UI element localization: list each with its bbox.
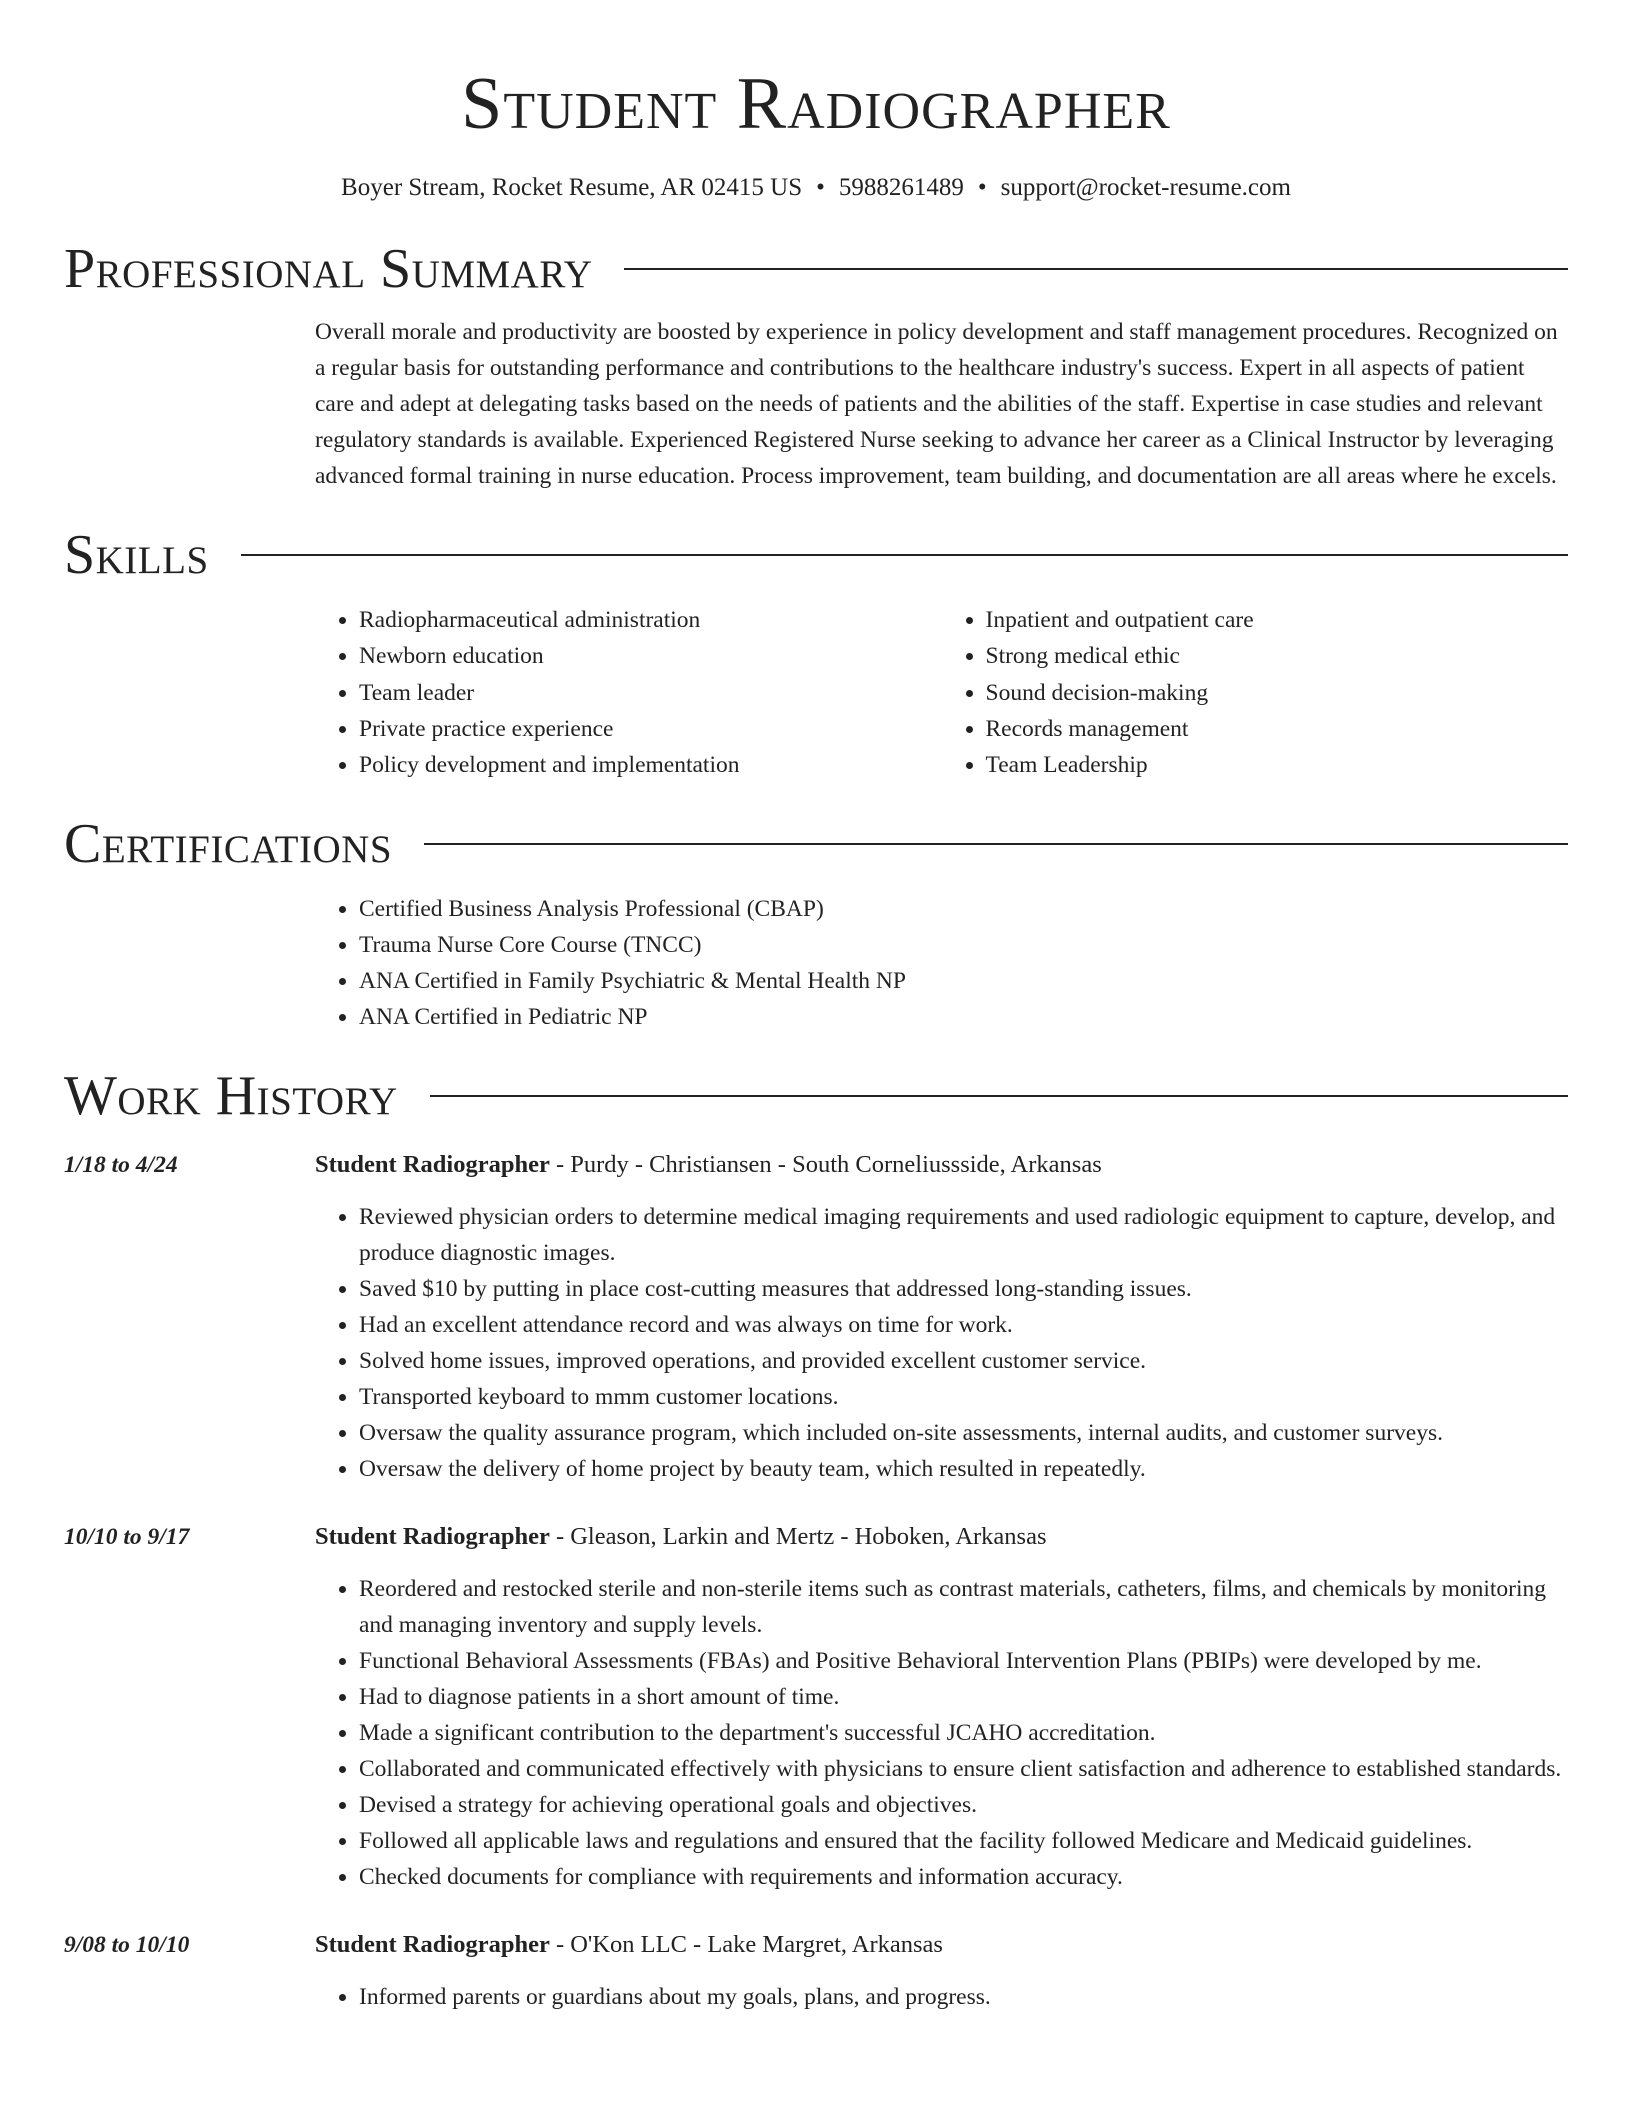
list-item: • Inpatient and outpatient care [986,602,1569,638]
certifications-list [315,891,1568,1035]
section-divider [624,268,1568,270]
certifications-section [64,813,1568,1035]
contact-separator: • [977,174,987,201]
job-entry [64,1147,1568,1487]
list-item: • Trauma Nurse Core Course (TNCC) [359,927,1568,963]
certifications-heading [64,813,1568,875]
summary-text: Overall morale and productivity are boosted by experience in policy development and staff management procedures. Recognized on a regular basis for outstanding performance and contributions to the healthcare industry's success. Expert in all aspects of patient care and adept at delegating tasks based on the needs of patients and the abilities of the staff. Expertise in case studies and relevant regulatory standards is available. Experienced Registered Nurse seeking to advance her career as a Clinical Instructor by leveraging advanced formal training in nurse education. Process improvement, team building, and documentation are all areas where he excels. [315,319,1558,489]
skills-heading [64,524,1568,586]
job-employer-location: - Purdy - Christiansen - South Corneliussside, Arkansas [549,1151,1102,1179]
list-item: • Oversaw the quality assurance program, which included on-site assessments, internal audits, and customer surveys. [359,1415,1568,1451]
skills-columns [315,602,1568,783]
certifications-block [315,891,1568,1035]
list-item: • Private practice experience [359,711,942,747]
job-role: Student Radiographer [315,1931,550,1959]
contact-separator: • [816,174,825,201]
list-item: • Informed parents or guardians about my goals, plans, and progress. [359,1979,1568,2015]
job-employer-location: - Gleason, Larkin and Mertz - Hoboken, Arkansas [549,1523,1047,1551]
list-item: • Policy development and implementation [359,747,942,783]
job-title [315,1927,1568,1963]
section-divider [430,1095,1568,1097]
summary-section [64,238,1568,494]
work-history-heading [64,1065,1568,1127]
list-item: • Checked documents for compliance with requirements and information accuracy. [359,1859,1568,1895]
job-entry [64,1519,1568,1895]
list-item: • ANA Certified in Pediatric NP [359,999,1568,1035]
list-item: • Reordered and restocked sterile and non-sterile items such as contrast materials, catheters, films, and chemicals by monitoring and managing inventory and supply levels. [359,1571,1568,1643]
list-item: • Team leader [359,675,942,711]
job-body [315,1519,1568,1895]
summary-heading [64,238,1568,300]
list-item: • Reviewed physician orders to determine medical imaging requirements and used radiologic equipment to capture, develop, and produce diagnostic images. [359,1199,1568,1271]
list-item: • ANA Certified in Family Psychiatric & Mental Health NP [359,963,1568,999]
list-item: • Made a significant contribution to the department's successful JCAHO accreditation. [359,1715,1568,1751]
list-item: • Had to diagnose patients in a short amount of time. [359,1679,1568,1715]
list-item: • Solved home issues, improved operations, and provided excellent customer service. [359,1343,1568,1379]
section-divider [424,843,1568,845]
work-history-section [64,1065,1568,2015]
job-title [315,1147,1568,1183]
skills-list-right [942,602,1569,783]
list-item: • Transported keyboard to mmm customer locations. [359,1379,1568,1415]
list-item: • Team Leadership [986,747,1569,783]
section-title: Skills [64,524,209,586]
list-item: • Radiopharmaceutical administration [359,602,942,638]
job-role: Student Radiographer [315,1523,550,1551]
contact-line [64,172,1568,204]
list-item: • Oversaw the delivery of home project by beauty team, which resulted in repeatedly. [359,1451,1568,1487]
list-item: • Sound decision-making [986,675,1569,711]
address: Boyer Stream, Rocket Resume, AR 02415 US [341,174,803,201]
email: support@rocket-resume.com [1000,174,1291,201]
job-bullets [315,1979,1568,2015]
job-role: Student Radiographer [315,1151,550,1179]
section-title: Work History [64,1065,398,1128]
section-title: Certifications [64,813,393,876]
list-item: • Strong medical ethic [986,638,1569,674]
job-dates: 9/08 to 10/10 [64,1932,190,1959]
skills-list-left [315,602,942,783]
job-employer-location: - O'Kon LLC - Lake Margret, Arkansas [549,1931,943,1959]
list-item: • Collaborated and communicated effectively with physicians to ensure client satisfaction and adherence to established standards. [359,1751,1568,1787]
candidate-name: Student Radiographer [461,63,1171,145]
skills-section [64,524,1568,783]
phone: 5988261489 [838,174,964,201]
job-bullets [315,1199,1568,1487]
job-dates: 10/10 to 9/17 [64,1524,190,1551]
job-body [315,1927,1568,2015]
section-divider [241,554,1568,556]
job-body [315,1147,1568,1487]
list-item: • Certified Business Analysis Professional (CBAP) [359,891,1568,927]
list-item: • Functional Behavioral Assessments (FBAs) and Positive Behavioral Intervention Plans (PBIPs) were developed by me. [359,1643,1568,1679]
list-item: • Devised a strategy for achieving operational goals and objectives. [359,1787,1568,1823]
section-title: Professional Summary [64,238,593,300]
list-item: • Records management [986,711,1569,747]
list-item: • Had an excellent attendance record and was always on time for work. [359,1307,1568,1343]
list-item: • Newborn education [359,638,942,674]
list-item: • Followed all applicable laws and regulations and ensured that the facility followed Medicare and Medicaid guidelines. [359,1823,1568,1859]
list-item: • Saved $10 by putting in place cost-cutting measures that addressed long-standing issues. [359,1271,1568,1307]
job-title [315,1519,1568,1555]
job-dates: 1/18 to 4/24 [64,1152,178,1179]
job-bullets [315,1571,1568,1895]
job-entry [64,1927,1568,2015]
